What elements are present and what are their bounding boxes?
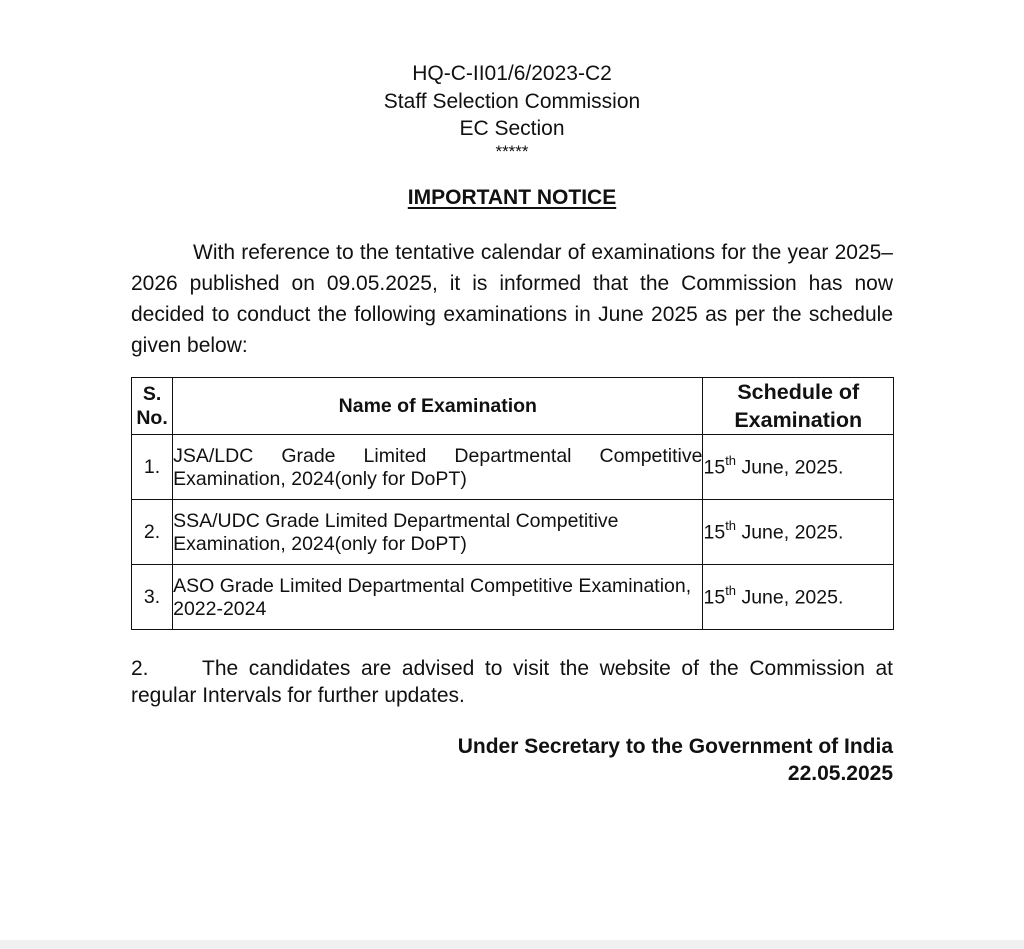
schedule-day-suffix: th [725,453,737,469]
row-sno: 3. [132,565,173,630]
table-header-row [132,378,894,435]
separator-stars: ***** [495,141,529,161]
header-sno: S. No. [132,378,173,435]
table-row [132,435,894,500]
row-schedule [703,435,894,500]
header-schedule: Schedule of Examination [703,378,894,435]
schedule-day: 15 [703,586,726,609]
advisory-paragraph [131,655,893,709]
signatory-designation: Under Secretary to the Government of India [457,735,893,758]
exam-name-text: JSA/LDC Grade Limited Departmental Competitive Examination, 2024(only for DoPT) [173,445,703,490]
notice-title: IMPORTANT NOTICE [407,186,617,209]
schedule-day-suffix: th [725,518,737,534]
schedule-day-suffix: th [725,583,737,599]
notice-date: 22.05.2025 [787,762,893,785]
row-schedule [703,500,894,565]
file-number: HQ-C-II01/6/2023-C2 [412,62,612,85]
advisory-text: The candidates are advised to visit the website of the Commission at regular Intervals for further updates. [131,657,893,707]
schedule-month-year: June, 2025. [736,456,844,479]
section-name: EC Section [459,117,565,140]
header-exam-name: Name of Examination [173,378,703,435]
exam-schedule-table [131,377,894,630]
exam-name-text: ASO Grade Limited Departmental Competitive Examination, 2022-2024 [173,575,692,620]
schedule-month-year: June, 2025. [736,586,844,609]
row-exam-name [173,565,703,630]
exam-name-text: SSA/UDC Grade Limited Departmental Competitive Examination, 2024(only for DoPT) [173,510,619,555]
schedule-month-year: June, 2025. [736,521,844,544]
row-exam-name [173,435,703,500]
row-sno: 1. [132,435,173,500]
page-bottom-edge [0,940,1024,949]
row-sno: 2. [132,500,173,565]
row-exam-name [173,500,703,565]
letterhead [0,60,1024,161]
schedule-day: 15 [703,521,726,544]
paragraph-number: 2. [131,657,149,680]
organization-name: Staff Selection Commission [383,89,641,113]
row-schedule [703,565,894,630]
schedule-day: 15 [703,456,726,479]
intro-paragraph: With reference to the tentative calendar of examinations for the year 2025–2026 published on 09.05.2025, it is informed that the Commission has now decided to conduct the following examinations in June 2025 as per the schedule given below: [131,241,893,357]
table-row [132,565,894,630]
signature-block [458,733,893,787]
table-row [132,500,894,565]
